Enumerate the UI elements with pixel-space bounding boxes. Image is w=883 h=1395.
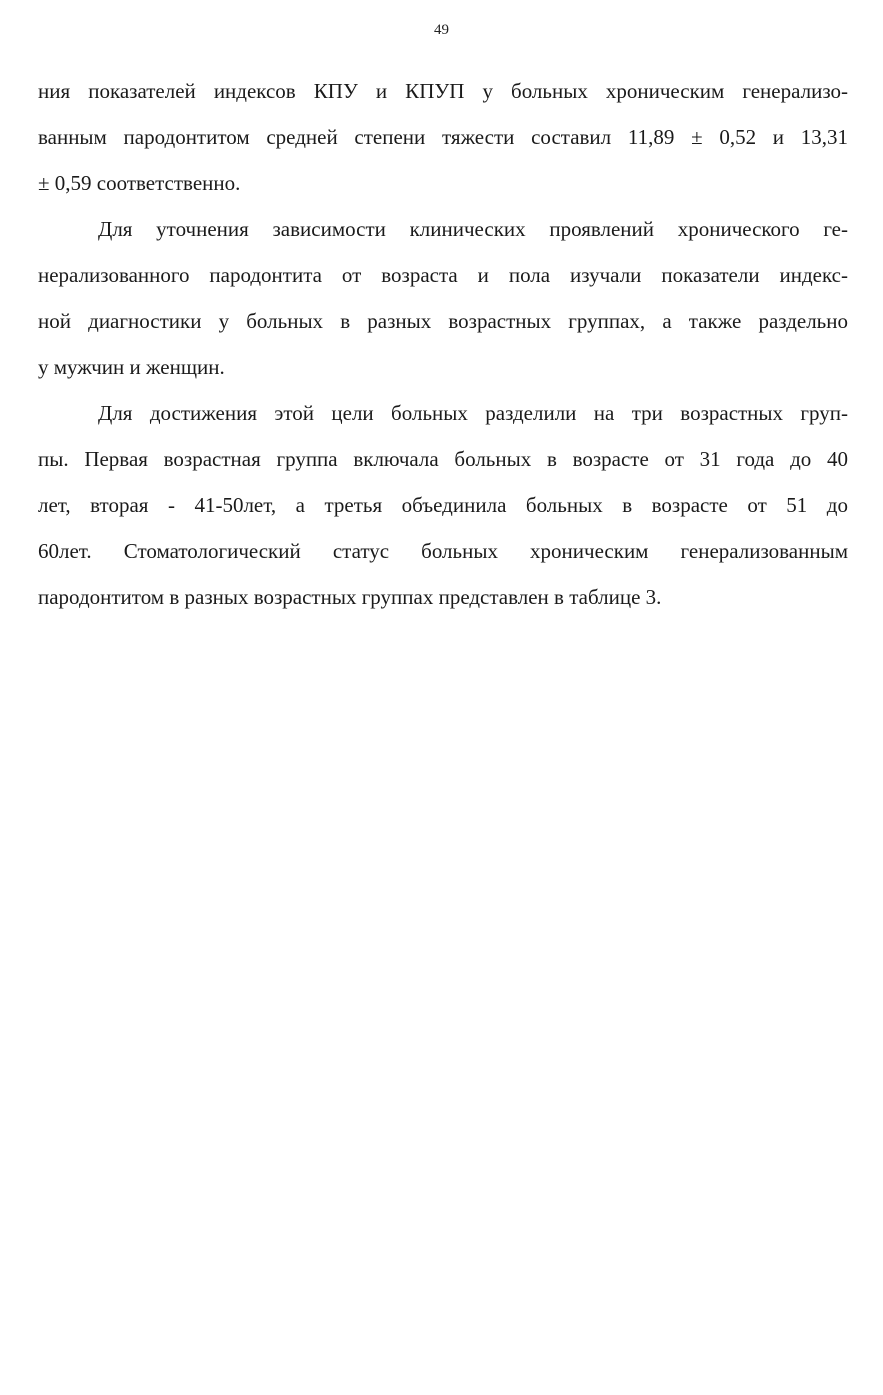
body-text <box>38 68 848 620</box>
paragraph-2-line-1: Для уточнения зависимости клинических проявлений хронического ге- <box>98 217 848 241</box>
paragraph-3-line-4: 60лет. Стоматологический статус больных хроническим генерализованным <box>38 539 848 563</box>
page-number: 49 <box>434 22 449 38</box>
paragraph-3-line-1: Для достижения этой цели больных разделили на три возрастных груп- <box>98 401 848 425</box>
paragraph-1-line-1: ния показателей индексов КПУ и КПУП у больных хроническим генерализо- <box>38 79 848 103</box>
paragraph-1-line-2: ванным пародонтитом средней степени тяжести составил 11,89 ± 0,52 и 13,31 <box>38 125 848 149</box>
paragraph-3-line-2: пы. Первая возрастная группа включала больных в возрасте от 31 года до 40 <box>38 447 848 471</box>
paragraph-3-line-5: пародонтитом в разных возрастных группах представлен в таблице 3. <box>38 585 662 609</box>
paragraph-2-line-4: у мужчин и женщин. <box>38 355 225 379</box>
paragraph-2-line-2: нерализованного пародонтита от возраста и пола изучали показатели индекс- <box>38 263 848 287</box>
paragraph-2-line-3: ной диагностики у больных в разных возрастных группах, а также раздельно <box>38 309 848 333</box>
paragraph-3-line-3: лет, вторая - 41-50лет, а третья объединила больных в возрасте от 51 до <box>38 493 848 517</box>
paragraph-1-line-3: ± 0,59 соответственно. <box>38 171 241 195</box>
